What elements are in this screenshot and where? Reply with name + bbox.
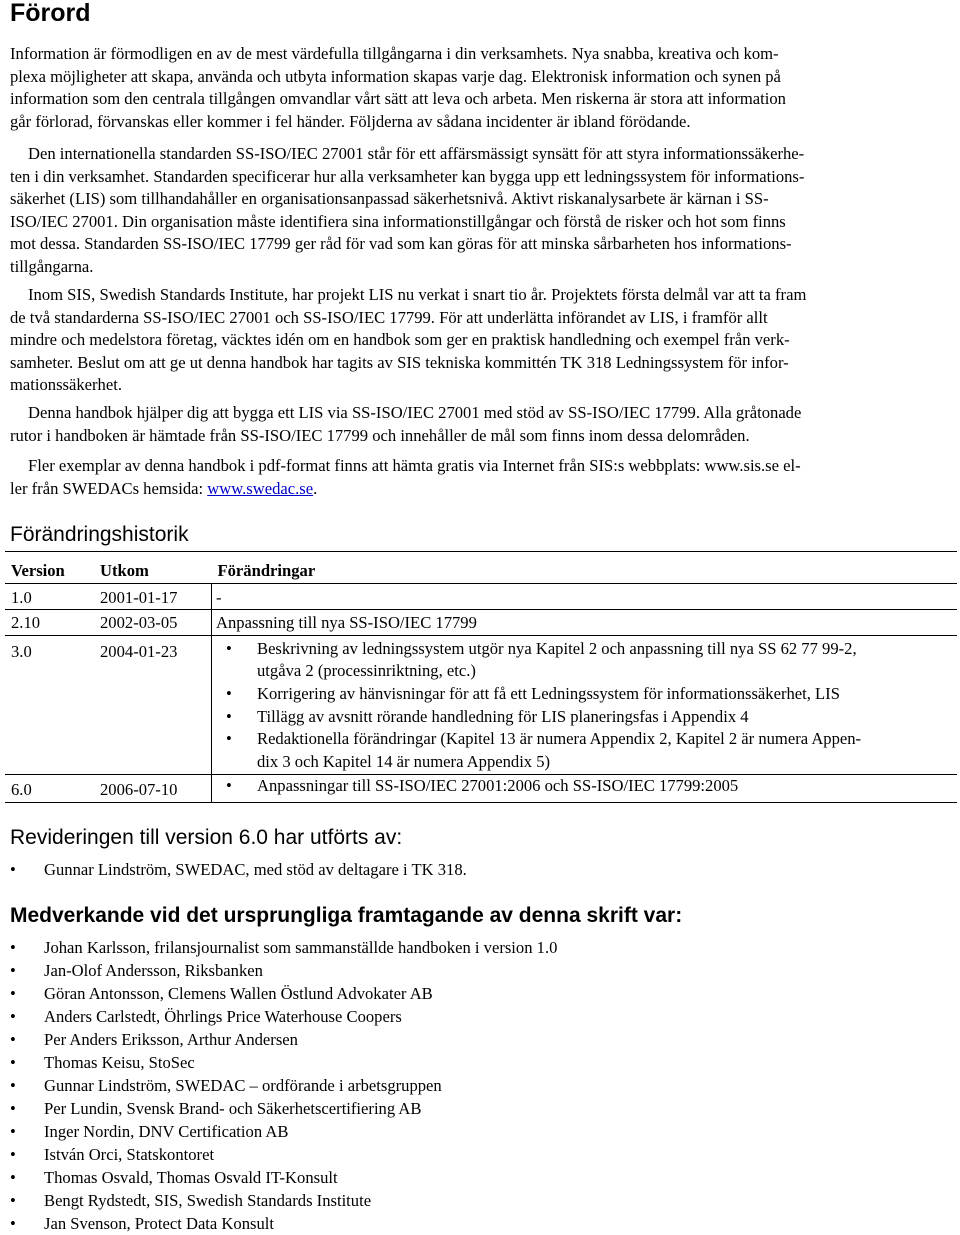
cell-version: 3.0 bbox=[11, 641, 32, 661]
list-item-text: Gunnar Lindström, SWEDAC – ordförande i arbetsgruppen bbox=[44, 1076, 442, 1095]
text-line: Inom SIS, Swedish Standards Institute, har projekt LIS nu verkat i snart tio år. Projektets första delmål var att ta fram bbox=[28, 285, 807, 304]
text-line: Den internationella standarden SS-ISO/IEC 27001 står för ett affärsmässigt synsätt för att styra informationssäkerhe- bbox=[28, 144, 805, 163]
cell-version: 2.10 bbox=[11, 613, 41, 633]
text-line: går förlorad, förvanskas eller kommer i fel händer. Följderna av sådana incidenter är ibland förödande. bbox=[10, 111, 691, 131]
table-header-row bbox=[5, 552, 957, 584]
cell-date: 2001-01-17 bbox=[100, 587, 178, 607]
text-line: mot dessa. Standarden SS-ISO/IEC 17799 ger råd för vad som kan göras för att minska sårbarheten hos informations- bbox=[10, 234, 792, 254]
list-item bbox=[10, 959, 557, 982]
bullet-icon: • bbox=[10, 1007, 16, 1026]
project-paragraph bbox=[10, 284, 950, 397]
list-item-text: Thomas Keisu, StoSec bbox=[44, 1053, 195, 1072]
column-header-changes: Förändringar bbox=[217, 561, 316, 580]
bullet-icon: • bbox=[226, 638, 232, 658]
history-table bbox=[5, 551, 957, 803]
list-item bbox=[216, 706, 957, 729]
bullet-icon: • bbox=[10, 860, 16, 879]
revision-list bbox=[10, 858, 467, 881]
text-line: Anpassningar till SS-ISO/IEC 27001:2006 och SS-ISO/IEC 17799:2005 bbox=[257, 776, 739, 796]
cell-changes: Anpassning till nya SS-ISO/IEC 17799 bbox=[212, 610, 958, 636]
list-item-text: Göran Antonsson, Clemens Wallen Östlund Advokater AB bbox=[44, 984, 433, 1003]
text-line: Tillägg av avsnitt rörande handledning för LIS planeringsfas i Appendix 4 bbox=[257, 706, 749, 726]
text-line bbox=[10, 478, 950, 501]
change-list bbox=[216, 638, 957, 774]
list-item-text: István Orci, Statskontoret bbox=[44, 1145, 215, 1164]
cell-changes bbox=[212, 635, 958, 775]
list-item bbox=[10, 1120, 557, 1143]
text-fragment: . bbox=[313, 478, 318, 498]
cell-version: 1.0 bbox=[11, 587, 32, 607]
text-line: mationssäkerhet. bbox=[10, 375, 122, 395]
list-item bbox=[216, 775, 957, 798]
list-item bbox=[216, 638, 957, 683]
table-row bbox=[5, 635, 957, 775]
list-item bbox=[10, 1143, 557, 1166]
revision-heading: Revideringen till version 6.0 har utförts av: bbox=[10, 826, 403, 849]
swedac-link[interactable]: www.swedac.se bbox=[207, 478, 314, 498]
column-header-date: Utkom bbox=[100, 561, 149, 580]
list-item bbox=[10, 1166, 557, 1189]
page-title: Förord bbox=[10, 0, 91, 27]
list-item bbox=[10, 1189, 557, 1212]
text-line: de två standarderna SS-ISO/IEC 27001 och SS-ISO/IEC 17799. För att underlätta införandet av LIS, i framför allt bbox=[10, 307, 768, 327]
bullet-icon: • bbox=[10, 1191, 16, 1210]
standard-paragraph bbox=[10, 143, 950, 279]
bullet-icon: • bbox=[226, 706, 232, 726]
bullet-icon: • bbox=[10, 984, 16, 1003]
list-item bbox=[10, 1028, 557, 1051]
history-heading: Förändringshistorik bbox=[10, 523, 189, 546]
list-item bbox=[10, 1212, 557, 1235]
list-item-text: Per Lundin, Svensk Brand- och Säkerhetscertifiering AB bbox=[44, 1099, 422, 1118]
text-line: ten i din verksamhet. Standarden specificerar hur alla verksamheter kan bygga upp ett ledningssystem för informations- bbox=[10, 166, 805, 186]
list-item bbox=[10, 1074, 557, 1097]
list-item-text: Per Anders Eriksson, Arthur Andersen bbox=[44, 1030, 298, 1049]
cell-version: 6.0 bbox=[11, 780, 32, 800]
bullet-icon: • bbox=[10, 1168, 16, 1187]
bullet-icon: • bbox=[10, 1145, 16, 1164]
list-item-text: Johan Karlsson, frilansjournalist som sammanställde handboken i version 1.0 bbox=[44, 938, 558, 957]
list-item bbox=[10, 858, 467, 881]
text-line: Korrigering av hänvisningar för att få ett Ledningssystem för informationssäkerhet, LIS bbox=[257, 683, 840, 703]
bullet-icon: • bbox=[10, 961, 16, 980]
bullet-icon: • bbox=[10, 1214, 16, 1233]
text-line: Beskrivning av ledningssystem utgör nya Kapitel 2 och anpassning till nya SS 62 77 99-2, bbox=[257, 638, 857, 658]
download-paragraph bbox=[10, 455, 950, 500]
text-fragment: ler från SWEDACs hemsida: bbox=[10, 478, 208, 498]
list-item bbox=[10, 1051, 557, 1074]
table-row bbox=[5, 583, 957, 610]
text-line: Information är förmodligen en av de mest värdefulla tillgångarna i din verksamhets. Nya snabba, kreativa och kom- bbox=[10, 44, 779, 63]
table-row bbox=[5, 610, 957, 636]
text-line: ISO/IEC 27001. Din organisation måste identifiera sina informationstillgångar och förstå de risker och hot som finns bbox=[10, 211, 786, 231]
list-item bbox=[10, 936, 557, 959]
cell-date: 2006-07-10 bbox=[100, 780, 178, 800]
text-line: rutor i handboken är hämtade från SS-ISO/IEC 17799 och innehåller de mål som finns inom dessa delområden. bbox=[10, 425, 750, 445]
cell-date: 2004-01-23 bbox=[100, 641, 178, 661]
contributors-list bbox=[10, 936, 557, 1235]
list-item-text: Jan-Olof Andersson, Riksbanken bbox=[44, 961, 263, 980]
bullet-icon: • bbox=[10, 1099, 16, 1118]
list-item-text: Inger Nordin, DNV Certification AB bbox=[44, 1122, 289, 1141]
table-row bbox=[5, 775, 957, 803]
text-line: säkerhet (LIS) som tillhandahåller en organisationsanpassad säkerhetsnivå. Aktivt riskanalysarbete är kärnan i SS- bbox=[10, 189, 769, 209]
list-item-text: Anders Carlstedt, Öhrlings Price Waterhouse Coopers bbox=[44, 1007, 402, 1026]
list-item bbox=[10, 1097, 557, 1120]
contributors-heading: Medverkande vid det ursprungliga framtagande av denna skrift var: bbox=[10, 904, 683, 927]
text-line: plexa möjligheter att skapa, använda och utbyta information skapas varje dag. Elektronisk information och synen på bbox=[10, 66, 781, 86]
list-item bbox=[216, 683, 957, 706]
list-item-text: Jan Svenson, Protect Data Konsult bbox=[44, 1214, 274, 1233]
cell-changes: - bbox=[212, 583, 958, 610]
text-line: information som den centrala tillgången omvandlar vårt sätt att leva och arbeta. Men riskerna är stora att information bbox=[10, 89, 786, 109]
list-item bbox=[216, 728, 957, 773]
bullet-icon: • bbox=[10, 1122, 16, 1141]
bullet-icon: • bbox=[10, 1030, 16, 1049]
list-item-text: Bengt Rydstedt, SIS, Swedish Standards Institute bbox=[44, 1191, 372, 1210]
intro-paragraph bbox=[10, 43, 950, 133]
column-header-version: Version bbox=[11, 561, 65, 580]
list-item bbox=[10, 1005, 557, 1028]
bullet-icon: • bbox=[10, 1076, 16, 1095]
bullet-icon: • bbox=[10, 938, 16, 957]
list-item-text: Gunnar Lindström, SWEDAC, med stöd av deltagare i TK 318. bbox=[44, 860, 467, 879]
text-line: Redaktionella förändringar (Kapitel 13 är numera Appendix 2, Kapitel 2 är numera Appen- bbox=[257, 729, 862, 749]
bullet-icon: • bbox=[226, 683, 232, 703]
bullet-icon: • bbox=[226, 776, 232, 796]
text-line: dix 3 och Kapitel 14 är numera Appendix 5) bbox=[257, 751, 551, 771]
change-list bbox=[216, 775, 957, 798]
text-line: tillgångarna. bbox=[10, 256, 94, 276]
text-line: samheter. Beslut om att ge ut denna handbok har tagits av SIS tekniska kommittén TK 318 Ledningssystem för infor- bbox=[10, 352, 789, 372]
cell-date: 2002-03-05 bbox=[100, 613, 178, 633]
list-item bbox=[10, 982, 557, 1005]
bullet-icon: • bbox=[226, 729, 232, 749]
text-line: utgåva 2 (processinriktning, etc.) bbox=[257, 661, 476, 681]
bullet-icon: • bbox=[10, 1053, 16, 1072]
list-item-text: Thomas Osvald, Thomas Osvald IT-Konsult bbox=[44, 1168, 338, 1187]
text-line: Denna handbok hjälper dig att bygga ett LIS via SS-ISO/IEC 27001 med stöd av SS-ISO/IEC 17799. Alla gråtonade bbox=[28, 403, 802, 422]
cell-changes bbox=[212, 775, 958, 803]
handbook-paragraph bbox=[10, 402, 950, 447]
text-line: Fler exemplar av denna handbok i pdf-format finns att hämta gratis via Internet från SIS:s webbplats: www.sis.se el- bbox=[28, 456, 801, 475]
text-line: mindre och medelstora företag, väcktes idén om en handbok som ger en praktisk handledning och exempel från verk- bbox=[10, 330, 790, 350]
